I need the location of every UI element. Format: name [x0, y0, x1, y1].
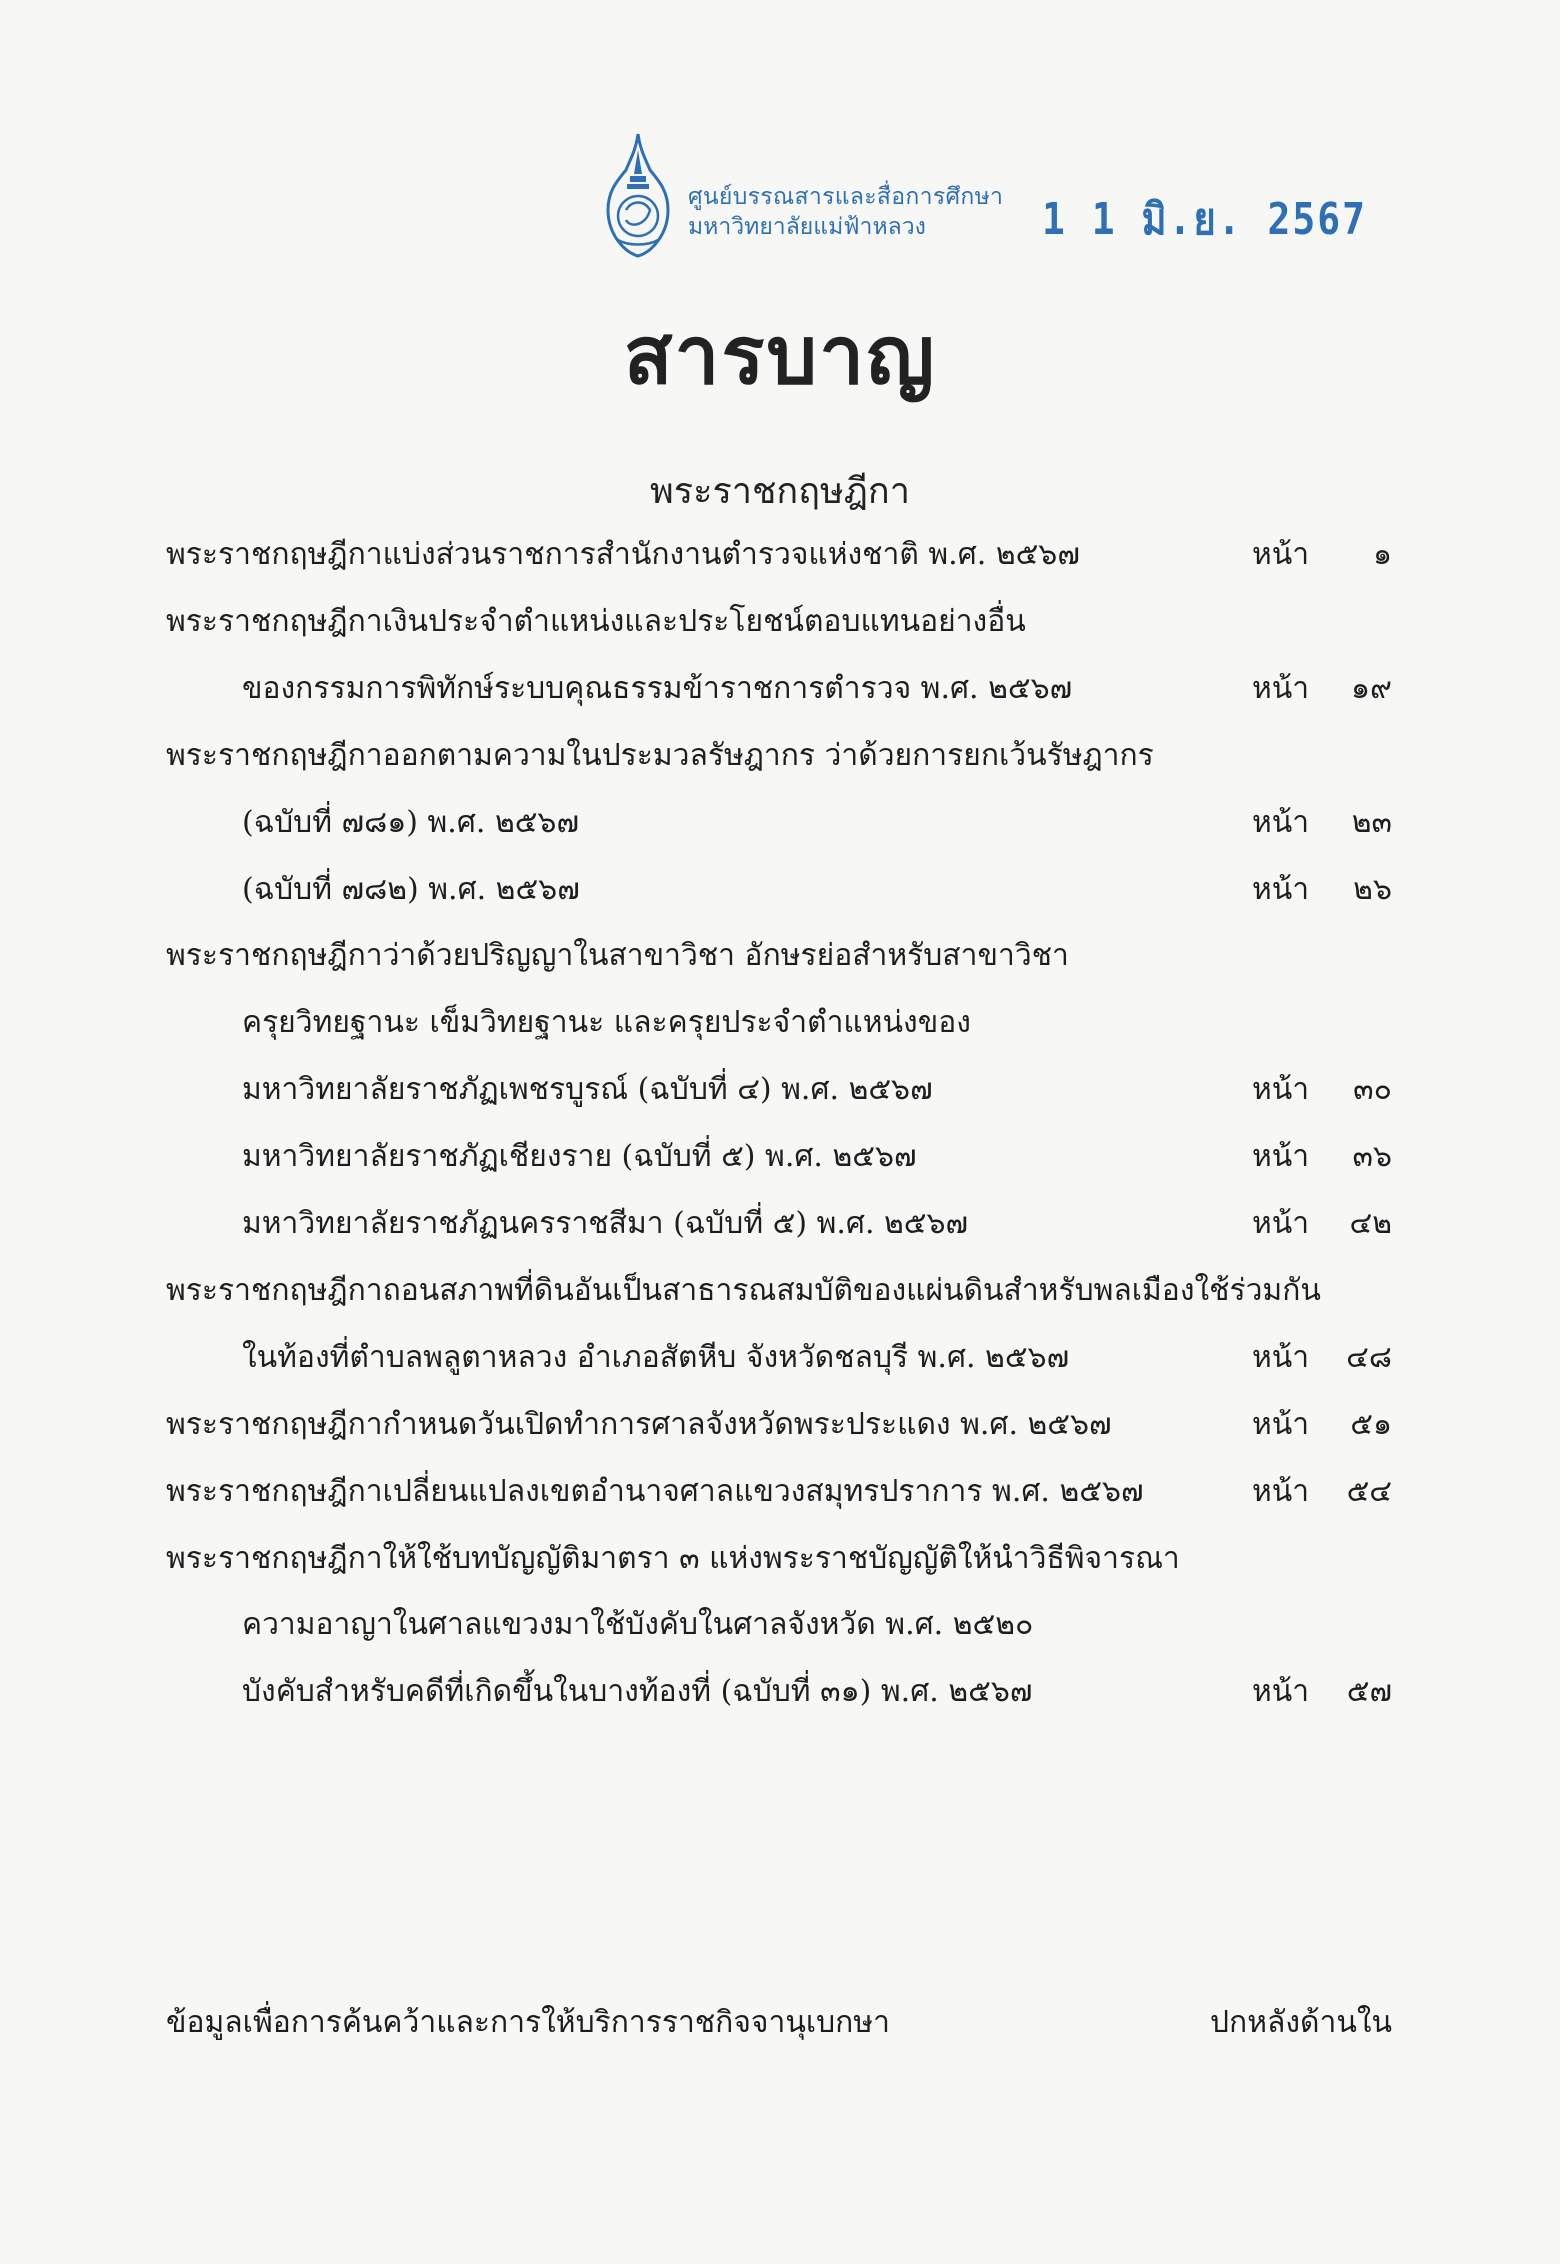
stamp-organization [688, 182, 1088, 242]
toc-entry [0, 1199, 1560, 1249]
toc-entry [0, 798, 1560, 848]
toc-entry-title: ในท้องที่ตำบลพลูตาหลวง อำเภอสัตหีบ จังหวัดชลบุรี พ.ศ. ๒๕๖๗ [242, 1339, 1070, 1375]
toc-entry-title: พระราชกฤษฎีกาว่าด้วยปริญญาในสาขาวิชา อักษรย่อสำหรับสาขาวิชา [166, 938, 1069, 974]
toc-entry [0, 865, 1560, 915]
toc-entry-title: พระราชกฤษฎีกาแบ่งส่วนราชการสำนักงานตำรวจแห่งชาติ พ.ศ. ๒๕๖๗ [166, 537, 1080, 572]
toc-page-number: ๓๐ [1353, 1072, 1392, 1108]
toc-entry [0, 1667, 1560, 1717]
toc-entry-title: พระราชกฤษฎีกากำหนดวันเปิดทำการศาลจังหวัดพระประแดง พ.ศ. ๒๕๖๗ [166, 1406, 1112, 1442]
toc-entry [0, 731, 1560, 781]
toc-page-label: หน้า [1252, 1139, 1310, 1175]
toc-entry-title: ความอาญาในศาลแขวงมาใช้บังคับในศาลจังหวัด พ.ศ. ๒๕๒๐ [242, 1607, 1034, 1643]
toc-entry-title: พระราชกฤษฎีกาเงินประจำตำแหน่งและประโยชน์ตอบแทนอย่างอื่น [166, 603, 1026, 639]
toc-entry [0, 530, 1560, 580]
section-heading: พระราชกฤษฎีกา [650, 471, 910, 512]
toc-entry [0, 998, 1560, 1048]
toc-entry-title: ของกรรมการพิทักษ์ระบบคุณธรรมข้าราชการตำรวจ พ.ศ. ๒๕๖๗ [242, 670, 1073, 706]
toc-page-label: หน้า [1252, 871, 1310, 907]
toc-entry-title: บังคับสำหรับคดีที่เกิดขึ้นในบางท้องที่ (ฉบับที่ ๓๑) พ.ศ. ๒๕๖๗ [242, 1674, 1033, 1710]
toc-entry [0, 931, 1560, 981]
stamp-date: 1 1 มิ.ย. 2567 [1042, 193, 1367, 245]
toc-entry-title: พระราชกฤษฎีกาให้ใช้บทบัญญัติมาตรา ๓ แห่งพระราชบัญญัติให้นำวิธีพิจารณา [166, 1540, 1180, 1576]
toc-entry-title: พระราชกฤษฎีกาออกตามความในประมวลรัษฎากร ว่าด้วยการยกเว้นรัษฎากร [166, 737, 1154, 773]
toc-page-number: ๔๘ [1346, 1339, 1392, 1375]
toc-entry-title: มหาวิทยาลัยราชภัฏเชียงราย (ฉบับที่ ๕) พ.ศ. ๒๕๖๗ [242, 1139, 917, 1175]
toc-page-label: หน้า [1252, 1406, 1310, 1442]
toc-page-label: หน้า [1252, 537, 1310, 572]
toc-entry [0, 1132, 1560, 1182]
toc-page-number: ๕๔ [1346, 1473, 1392, 1509]
toc-entry-title: พระราชกฤษฎีกาเปลี่ยนแปลงเขตอำนาจศาลแขวงสมุทรปราการ พ.ศ. ๒๕๖๗ [166, 1473, 1144, 1509]
toc-entry-title: มหาวิทยาลัยราชภัฏนครราชสีมา (ฉบับที่ ๕) พ.ศ. ๒๕๖๗ [242, 1206, 969, 1241]
toc-page-label: หน้า [1252, 1339, 1310, 1375]
toc-entry-title: (ฉบับที่ ๗๘๒) พ.ศ. ๒๕๖๗ [242, 871, 580, 907]
toc-entry [0, 1534, 1560, 1584]
page-title: สารบาญ [623, 309, 937, 402]
toc-page-number: ๕๑ [1350, 1406, 1392, 1442]
toc-entry [0, 1400, 1560, 1450]
footer-note: ข้อมูลเพื่อการค้นคว้าและการให้บริการราชกิจจานุเบกษา [166, 2005, 890, 2040]
toc-page-number: ๒๖ [1353, 871, 1392, 907]
toc-page-number: ๕๗ [1346, 1674, 1392, 1710]
toc-page-label: หน้า [1252, 1206, 1310, 1241]
toc-page-label: หน้า [1252, 1473, 1310, 1509]
toc-entry-title: ครุยวิทยฐานะ เข็มวิทยฐานะ และครุยประจำตำแหน่งของ [242, 1005, 971, 1041]
toc-entry [0, 664, 1560, 714]
stamp-org-line1: ศูนย์บรรณสารและสื่อการศึกษา [688, 184, 1004, 210]
toc-page-number: ๑ [1372, 537, 1392, 572]
toc-page-label: หน้า [1252, 804, 1310, 840]
toc-entry [0, 1065, 1560, 1115]
toc-page-number: ๓๖ [1352, 1139, 1392, 1175]
toc-entry-title: พระราชกฤษฎีกาถอนสภาพที่ดินอันเป็นสาธารณสมบัติของแผ่นดินสำหรับพลเมืองใช้ร่วมกัน [166, 1272, 1321, 1308]
toc-page-label: หน้า [1252, 1072, 1310, 1108]
toc-entry [0, 597, 1560, 647]
toc-page-label: หน้า [1252, 670, 1310, 706]
stamp-org-line2: มหาวิทยาลัยแม่ฟ้าหลวง [688, 214, 926, 240]
toc-entry [0, 1467, 1560, 1517]
university-emblem-icon [596, 130, 680, 260]
toc-page-number: ๒๓ [1351, 804, 1392, 840]
toc-page-number: ๔๒ [1349, 1206, 1392, 1241]
toc-entry [0, 1600, 1560, 1650]
footer-location: ปกหลังด้านใน [1209, 2005, 1392, 2040]
toc-page-number: ๑๙ [1350, 670, 1392, 706]
toc-entry-title: มหาวิทยาลัยราชภัฏเพชรบูรณ์ (ฉบับที่ ๔) พ.ศ. ๒๕๖๗ [242, 1072, 933, 1108]
toc-entry [0, 1333, 1560, 1383]
toc-entry-title: (ฉบับที่ ๗๘๑) พ.ศ. ๒๕๖๗ [242, 804, 580, 840]
toc-page-label: หน้า [1252, 1674, 1310, 1710]
toc-entry [0, 1266, 1560, 1316]
